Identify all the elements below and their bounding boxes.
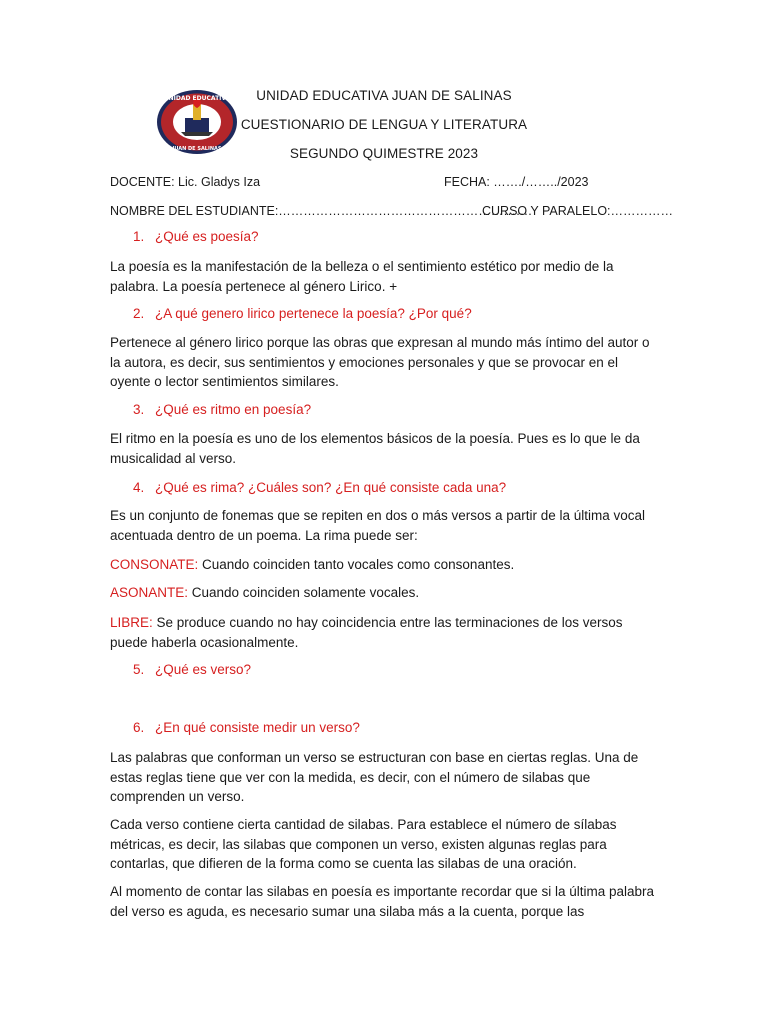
question-6 bbox=[133, 720, 360, 735]
question-number: 2. bbox=[133, 306, 145, 321]
answer-6-paragraph-3: Al momento de contar las silabas en poesía es importante recordar que si la última palabra del verso es aguda, es necesario sumar una silaba más a la cuenta, porque las bbox=[110, 884, 655, 919]
question-3 bbox=[133, 402, 311, 417]
student-name-field: NOMBRE DEL ESTUDIANTE:……………………………………………………. bbox=[110, 204, 532, 218]
answer-4: Es un conjunto de fonemas que se repiten en dos o más versos a partir de la última vocal acentuada dentro de un poema. La rima puede ser: bbox=[110, 508, 646, 543]
answer-6-paragraph-2: Cada verso contiene cierta cantidad de silabas. Para establece el número de sílabas métricas, es decir, las silabas que componen un verso, existen algunas reglas para contarlas, que difieren de la forma como se cuenta las silabas de una oración. bbox=[110, 817, 617, 871]
school-name: UNIDAD EDUCATIVA JUAN DE SALINAS bbox=[256, 88, 512, 103]
rhyme-description: Cuando coinciden solamente vocales. bbox=[188, 585, 420, 600]
svg-text:JUAN DE SALINAS: JUAN DE SALINAS bbox=[172, 146, 222, 152]
svg-text:UNIDAD EDUCATIVA: UNIDAD EDUCATIVA bbox=[163, 95, 231, 102]
answer-1: La poesía es la manifestación de la belleza o el sentimiento estético por medio de la palabra. La poesía pertenece al género Lirico. + bbox=[110, 259, 614, 294]
rhyme-label: ASONANTE: bbox=[110, 585, 189, 600]
rhyme-consonante bbox=[110, 555, 655, 575]
question-text: ¿A qué genero lirico pertenece la poesía? ¿Por qué? bbox=[155, 306, 472, 321]
question-text: ¿Qué es rima? ¿Cuáles son? ¿En qué consiste cada una? bbox=[155, 480, 507, 495]
question-5 bbox=[133, 662, 251, 677]
question-4 bbox=[133, 480, 506, 495]
question-number: 1. bbox=[133, 229, 145, 244]
rhyme-description: Cuando coinciden tanto vocales como consonantes. bbox=[198, 557, 515, 572]
answer-2: Pertenece al género lirico porque las obras que expresan al mundo más íntimo del autor o la autora, es decir, sus sentimientos y emociones personales y que se provocar en el oyente o lector sentimientos similares. bbox=[110, 335, 650, 389]
question-number: 5. bbox=[133, 662, 145, 677]
rhyme-libre bbox=[110, 613, 655, 652]
question-number: 3. bbox=[133, 402, 145, 417]
question-1 bbox=[133, 229, 259, 244]
rhyme-asonante bbox=[110, 583, 655, 603]
question-text: ¿Qué es poesía? bbox=[155, 229, 259, 244]
question-text: ¿Qué es ritmo en poesía? bbox=[155, 402, 312, 417]
question-number: 6. bbox=[133, 720, 145, 735]
question-number: 4. bbox=[133, 480, 145, 495]
question-text: ¿Qué es verso? bbox=[155, 662, 252, 677]
answer-3: El ritmo en la poesía es uno de los elementos básicos de la poesía. Pues es lo que le da musicalidad al verso. bbox=[110, 431, 640, 466]
date-field: FECHA: ……./……../2023 bbox=[444, 175, 589, 189]
course-field: CURSO Y PARALELO:…………… bbox=[482, 204, 674, 218]
term-title: SEGUNDO QUIMESTRE 2023 bbox=[289, 146, 479, 161]
subject-title: CUESTIONARIO DE LENGUA Y LITERATURA bbox=[240, 117, 528, 132]
answer-6-paragraph-1: Las palabras que conforman un verso se estructuran con base en ciertas reglas. Una de estas reglas tiene que ver con la medida, es decir, con el número de silabas que comprenden un verso. bbox=[110, 750, 639, 804]
question-2 bbox=[133, 306, 472, 321]
rhyme-label: CONSONATE: bbox=[110, 557, 199, 572]
rhyme-description: Se produce cuando no hay coincidencia entre las terminaciones de los versos puede haberla ocasionalmente. bbox=[110, 615, 623, 650]
teacher-field: DOCENTE: Lic. Gladys Iza bbox=[110, 175, 261, 189]
question-text: ¿En qué consiste medir un verso? bbox=[155, 720, 360, 735]
rhyme-label: LIBRE: bbox=[110, 615, 153, 630]
